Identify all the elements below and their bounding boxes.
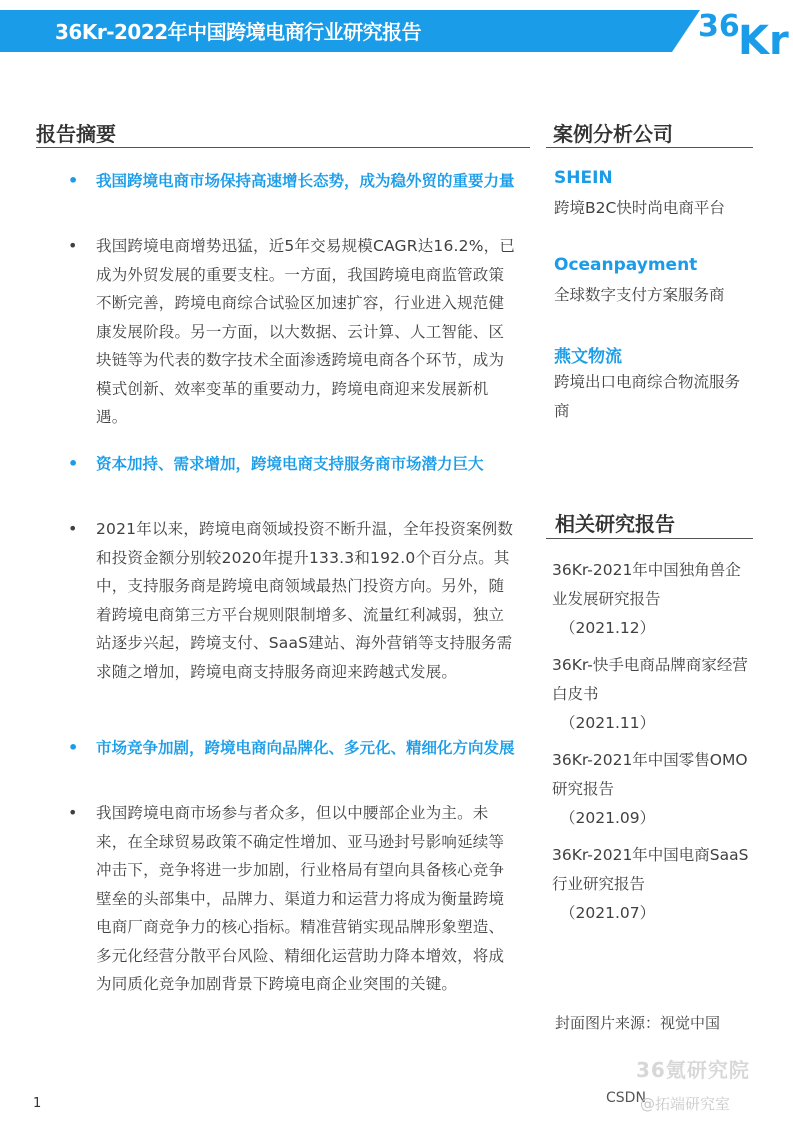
page-number: 1	[33, 1096, 42, 1111]
report-item-title: 36Kr-快手电商品牌商家经营白皮书	[552, 656, 748, 703]
bullet-marker: •	[68, 454, 79, 473]
report-item[interactable]	[552, 651, 752, 738]
report-item-date: （2021.12）	[560, 619, 656, 637]
case-desc-yanwen: 跨境出口电商综合物流服务商	[554, 373, 741, 420]
image-source-note: 封面图片来源：视觉中国	[555, 1014, 721, 1032]
report-item-title: 36Kr-2021年中国独角兽企业发展研究报告	[552, 561, 741, 608]
svg-text:Kr: Kr	[738, 18, 789, 56]
report-item-title: 36Kr-2021年中国电商SaaS行业研究报告	[552, 846, 749, 893]
summary-body-3: 我国跨境电商市场参与者众多，但以中腰部企业为主。未来，在全球贸易政策不确定性增加、亚马逊封号影响延续等冲击下，竞争将进一步加剧，行业格局有望向具备核心竞争壁垒的头部集中，品牌力、渠道力和运营力将成为衡量跨境电商厂商竞争力的核心指标。精准营销实现品牌形象塑造、多元化经营分散平台风险、精细化运营助力降本增效，将成为同质化竞争加剧背景下跨境电商企业突围的关键。	[96, 804, 505, 993]
summary-divider	[36, 147, 530, 148]
cases-title: 案例分析公司	[553, 122, 673, 146]
report-item-title: 36Kr-2021年中国零售OMO研究报告	[552, 751, 748, 798]
bullet-marker: •	[68, 738, 79, 757]
report-title: 36Kr-2022年中国跨境电商行业研究报告	[55, 20, 422, 44]
summary-heading-3: 市场竞争加剧，跨境电商向品牌化、多元化、精细化方向发展	[96, 739, 515, 757]
36kr-logo	[696, 0, 792, 56]
report-item-date: （2021.09）	[560, 809, 656, 827]
bullet-marker: •	[68, 519, 78, 538]
bullet-marker: •	[68, 803, 78, 822]
svg-text:36: 36	[698, 9, 740, 44]
summary-body-1: 我国跨境电商增势迅猛，近5年交易规模CAGR达16.2%，已成为外贸发展的重要支柱。一方面，我国跨境电商监管政策不断完善，跨境电商综合试验区加速扩容，行业进入规范健康发展阶段。另一方面，以大数据、云计算、人工智能、区块链等为代表的数字技术全面渗透跨境电商各个环节，成为模式创新、效率变革的重要动力，跨境电商迎来发展新机遇。	[96, 237, 516, 426]
report-item-date: （2021.11）	[560, 714, 656, 732]
report-item-date: （2021.07）	[560, 904, 656, 922]
watermark-csdn: CSDN	[606, 1090, 646, 1106]
summary-title: 报告摘要	[36, 122, 116, 146]
report-item[interactable]	[552, 746, 752, 833]
summary-heading-1: 我国跨境电商市场保持高速增长态势，成为稳外贸的重要力量	[96, 172, 515, 190]
case-name-shein: SHEIN	[554, 168, 613, 188]
case-desc-shein: 跨境B2C快时尚电商平台	[554, 199, 725, 217]
summary-body-2: 2021年以来，跨境电商领域投资不断升温，全年投资案例数和投资金额分别较2020年提升133.3和192.0个百分点。其中，支持服务商是跨境电商领域最热门投资方向。另外，随着跨境电商第三方平台规则限制增多、流量红利减弱，独立站逐步兴起，跨境支付、SaaS建站、海外营销等支持服务需求随之增加，跨境电商支持服务商迎来跨越式发展。	[96, 520, 514, 681]
bullet-marker: •	[68, 171, 79, 190]
reports-divider	[546, 538, 753, 539]
case-name-yanwen: 燕文物流	[554, 347, 622, 367]
report-item[interactable]	[552, 841, 752, 928]
case-desc-oceanpayment: 全球数字支付方案服务商	[554, 286, 725, 304]
cases-divider	[546, 147, 753, 148]
watermark-author: @拓端研究室	[640, 1095, 731, 1113]
bullet-marker: •	[68, 236, 78, 255]
report-item[interactable]	[552, 556, 752, 643]
watermark-brand: 36氪研究院	[636, 1058, 750, 1082]
reports-title: 相关研究报告	[555, 512, 675, 536]
case-name-oceanpayment: Oceanpayment	[554, 255, 698, 275]
summary-heading-2: 资本加持、需求增加，跨境电商支持服务商市场潜力巨大	[96, 455, 484, 473]
